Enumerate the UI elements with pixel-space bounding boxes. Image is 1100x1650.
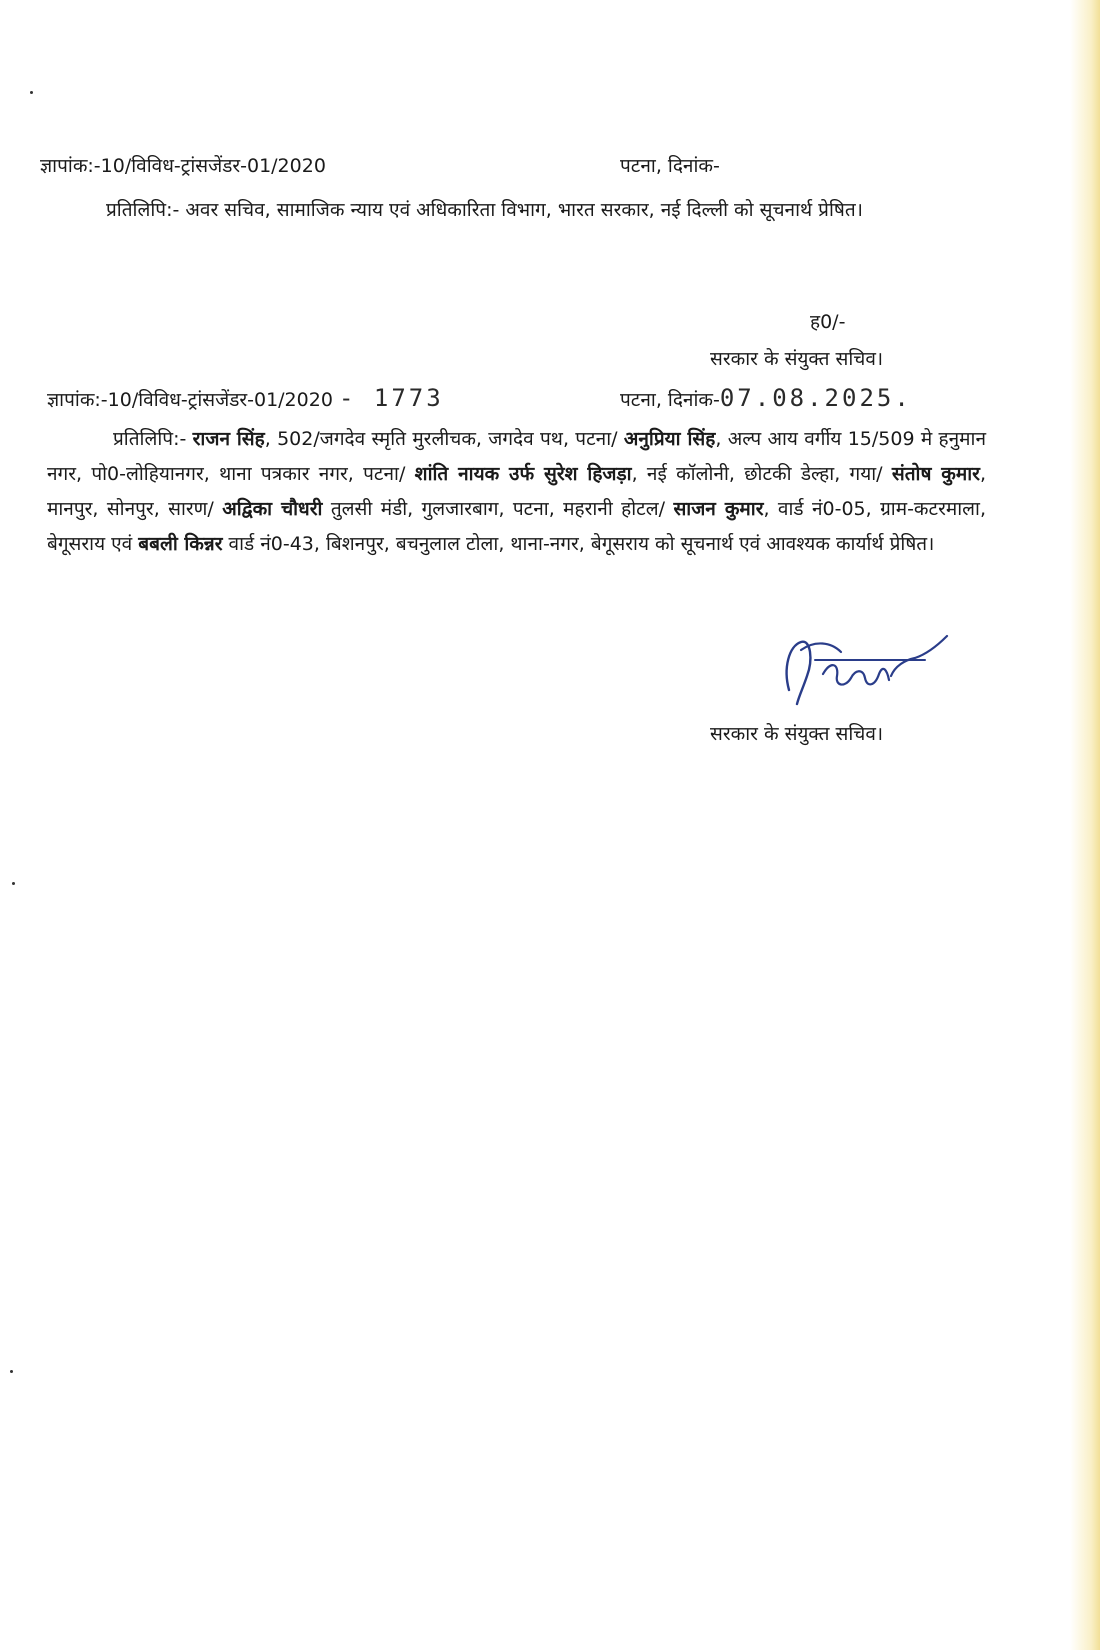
memo1-copy-prefix: प्रतिलिपि:- bbox=[106, 199, 186, 221]
paper-speck bbox=[30, 91, 33, 94]
recipient-name: अद्विका चौधरी bbox=[222, 498, 323, 520]
memo1-copy-paragraph bbox=[40, 193, 986, 228]
memo2-date-line bbox=[620, 386, 912, 412]
memo1-ref-no: ज्ञापांक:-10/विविध-ट्रांसजेंडर-01/2020 bbox=[40, 155, 326, 177]
recipient-address: , मानपुर, सोनपुर, सारण/ bbox=[47, 463, 986, 520]
recipient-name: राजन सिंह bbox=[192, 428, 265, 450]
memo2-ref-no: ज्ञापांक:-10/विविध-ट्रांसजेंडर-01/2020 bbox=[47, 389, 333, 411]
page-edge-shading bbox=[1070, 0, 1100, 1650]
recipient-name: बबली किन्नर bbox=[138, 533, 223, 555]
signature-stroke bbox=[787, 642, 811, 704]
memo2-copy-paragraph bbox=[47, 422, 986, 562]
recipient-address: , नई कॉलोनी, छोटकी डेल्हा, गया/ bbox=[631, 463, 892, 485]
paper-speck bbox=[10, 1370, 13, 1373]
recipient-name: संतोष कुमार bbox=[891, 463, 980, 485]
memo1-designation: सरकार के संयुक्त सचिव। bbox=[710, 348, 884, 370]
memo1-copy-body: अवर सचिव, सामाजिक न्याय एवं अधिकारिता विभाग, भारत सरकार, नई दिल्ली को सूचनार्थ प्रेषित। bbox=[185, 199, 863, 221]
memo1-place-date: पटना, दिनांक- bbox=[620, 155, 720, 177]
memo2-handwritten-date: 07.08.2025. bbox=[719, 384, 912, 412]
recipient-address: , वार्ड नं0-05, ग्राम-कटरमाला, बेगूसराय एवं bbox=[47, 498, 986, 555]
memo2-designation: सरकार के संयुक्त सचिव। bbox=[710, 723, 884, 745]
recipient-name: शांति नायक उर्फ सुरेश हिजड़ा bbox=[414, 463, 632, 485]
memo2-handwritten-number: - 1773 bbox=[338, 384, 444, 412]
recipient-name: अनुप्रिया सिंह bbox=[623, 428, 716, 450]
recipient-address: , 502/जगदेव स्मृति मुरलीचक, जगदेव पथ, पटना/ bbox=[264, 428, 624, 450]
memo1-signed: ह0/- bbox=[810, 311, 846, 333]
recipient-address: तुलसी मंडी, गुलजारबाग, पटना, महरानी होटल/ bbox=[322, 498, 674, 520]
signature-stroke bbox=[823, 665, 889, 684]
recipient-name: साजन कुमार bbox=[673, 498, 764, 520]
memo2-copy-prefix: प्रतिलिपि:- bbox=[113, 428, 193, 450]
paper-speck bbox=[12, 882, 15, 885]
memo2-place-date: पटना, दिनांक- bbox=[620, 389, 720, 411]
recipient-address: वार्ड नं0-43, बिशनपुर, बचनुलाल टोला, थाना-नगर, बेगूसराय को सूचनार्थ एवं आवश्यक कार्यार्थ प्रेषित। bbox=[222, 533, 935, 555]
signature-mark bbox=[775, 630, 955, 714]
signature-stroke bbox=[891, 636, 947, 676]
memo2-ref-line bbox=[47, 386, 444, 412]
recipient-address: , अल्प आय वर्गीय 15/509 मे हनुमान नगर, पो0-लोहियानगर, थाना पत्रकार नगर, पटना/ bbox=[47, 428, 987, 485]
